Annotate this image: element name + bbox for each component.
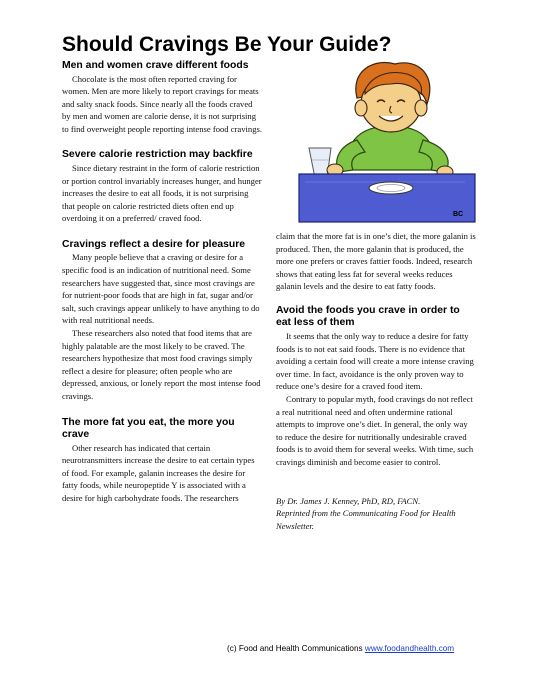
byline	[276, 495, 476, 533]
section-paragraph: These researchers also noted that food items that are highly palatable are the most likely to be craved. The researchers hypothesize that most food cravings simply reflect a desire for pleasure; often people who are depressed, anxious, or lonely report the most intense food cravings.	[62, 328, 261, 401]
section-more-fat	[62, 417, 262, 505]
section-avoid-foods	[276, 305, 476, 469]
section-paragraph: Other research has indicated that certain neurotransmitters increase the desire to eat certain types of food. For example, galanin increases the desire for fatty foods, while neuropeptide Y is associated with a desire for high carbohydrate foods. The researchers	[62, 442, 255, 503]
section-heading: Cravings reflect a desire for pleasure	[62, 238, 246, 250]
footer-copyright: (c) Food and Health Communications	[227, 644, 363, 653]
section-paragraph: Since dietary restraint in the form of calorie restriction or portion control invariably increases hunger, and hunger increases the desire to eat all foods, it is not surprising that people on calorie restricted diets often end up overdoing it on a preferred/ craved food.	[62, 162, 262, 224]
section-paragraph: Contrary to popular myth, food cravings do not reflect a real nutritional need and often undermine rational attempts to improve one’s diet. In general, the only way to reduce the desire for nutritionally undesirable craved foods is to avoid them for several weeks. With time, such cravings diminish and become easier to control.	[276, 393, 474, 467]
section-paragraph: Chocolate is the most often reported craving for women. Men are more likely to report cravings for meats and salty snack foods. Since nearly all the foods craved by men and women are calorie dense, it is not surprising to find overweight people reporting intense food cravings.	[62, 73, 262, 134]
byline-source: Reprinted from the Communicating Food for Health Newsletter.	[276, 508, 456, 531]
section-calorie-restriction	[62, 149, 262, 224]
footer	[227, 644, 454, 653]
section-heading: The more fat you eat, the more you crave	[62, 416, 235, 441]
right-column	[276, 230, 476, 532]
artist-signature: BC	[453, 211, 464, 218]
section-heading: Men and women crave different foods	[62, 60, 249, 71]
section-different-foods	[62, 60, 262, 135]
footer-website-link[interactable]: www.foodandhealth.com	[364, 644, 455, 653]
section-pleasure	[62, 239, 262, 403]
continued-paragraph: claim that the more fat is in one’s diet, the more galanin is produced. Then, the more galanin that is produced, the more one prefers or craves fattier foods. Indeed, research shows that eating less fat for several weeks reduces galanin levels and the desire to eat fatty foods.	[276, 231, 476, 292]
byline-author: By Dr. James J. Kenney, PhD, RD, FACN.	[276, 495, 421, 506]
left-column	[62, 60, 262, 505]
section-heading: Severe calorie restriction may backfire	[62, 149, 253, 161]
boy-at-table-illustration	[295, 60, 477, 225]
section-paragraph: Many people believe that a craving or desire for a specific food is an indication of nutritional need. Some researchers have suggested that, since most cravings are for nutrient-poor foods that are high in fat, sugar and/or salt, such cravings appear unlikely to have anything to do with real nutritional needs.	[62, 252, 260, 326]
page-title: Should Cravings Be Your Guide?	[62, 33, 392, 56]
section-heading: Avoid the foods you crave in order to eat less of them	[276, 304, 460, 329]
section-paragraph: It seems that the only way to reduce a desire for fatty foods is to not eat said foods. There is no evidence that avoiding a certain food will create a more intense craving over time. In fact, avoidance is the only proven way to reduce one’s desire for a craved food item.	[276, 330, 474, 392]
